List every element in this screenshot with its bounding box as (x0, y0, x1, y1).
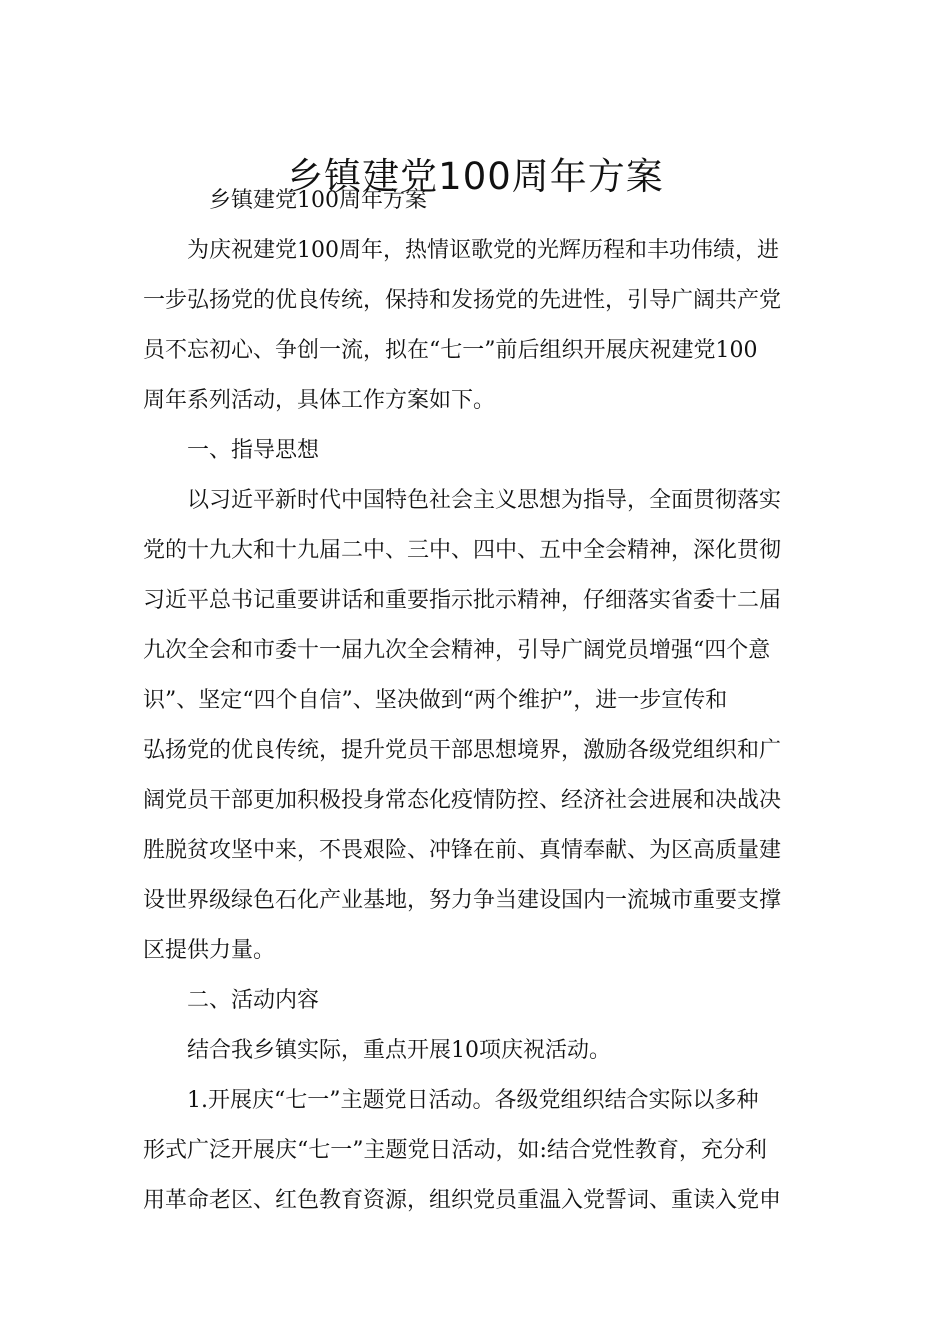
document-body (143, 176, 805, 1226)
paragraph-line: 阔党员干部更加积极投身常态化疫情防控、经济社会进展和决战决 (143, 788, 782, 813)
paragraph-line: 形式广泛开展庆“七一”主题党日活动，如:结合党性教育，充分利 (143, 1138, 767, 1163)
paragraph-line: 员不忘初心、争创一流，拟在“七一”前后组织开展庆祝建党100 (143, 338, 758, 363)
paragraph-line: 以习近平新时代中国特色社会主义思想为指导，全面贯彻落实 (187, 488, 782, 513)
section-heading: 二、活动内容 (187, 988, 320, 1013)
paragraph-line: 用革命老区、红色教育资源，组织党员重温入党誓词、重读入党申 (143, 1188, 782, 1213)
paragraph-line: 设世界级绿色石化产业基地，努力争当建设国内一流城市重要支撑 (143, 888, 782, 913)
paragraph-line: 习近平总书记重要讲话和重要指示批示精神，仔细落实省委十二届 (143, 588, 782, 613)
paragraph-line: 1.开展庆“七一”主题党日活动。各级党组织结合实际以多种 (187, 1088, 759, 1113)
paragraph-line: 识”、坚定“四个自信”、坚决做到“两个维护”，进一步宣传和 (143, 688, 728, 713)
paragraph-line: 为庆祝建党100周年，热情讴歌党的光辉历程和丰功伟绩，进 (187, 238, 779, 263)
section-heading: 一、指导思想 (187, 438, 320, 463)
paragraph-line: 周年系列活动，具体工作方案如下。 (143, 388, 496, 413)
document-subtitle: 乡镇建党100周年方案 (209, 188, 427, 213)
paragraph-line: 一步弘扬党的优良传统，保持和发扬党的先进性，引导广阔共产党 (143, 288, 782, 313)
paragraph-line: 党的十九大和十九届二中、三中、四中、五中全会精神，深化贯彻 (143, 538, 782, 563)
paragraph-line: 结合我乡镇实际，重点开展10项庆祝活动。 (187, 1038, 611, 1063)
paragraph-line: 区提供力量。 (143, 938, 276, 963)
document-title: 乡镇建党100周年方案 (286, 154, 664, 198)
paragraph-line: 九次全会和市委十一届九次全会精神，引导广阔党员增强“四个意 (143, 638, 771, 663)
paragraph-line: 弘扬党的优良传统，提升党员干部思想境界，激励各级党组织和广 (143, 738, 782, 763)
paragraph-line: 胜脱贫攻坚中来，不畏艰险、冲锋在前、真情奉献、为区高质量建 (143, 838, 782, 863)
